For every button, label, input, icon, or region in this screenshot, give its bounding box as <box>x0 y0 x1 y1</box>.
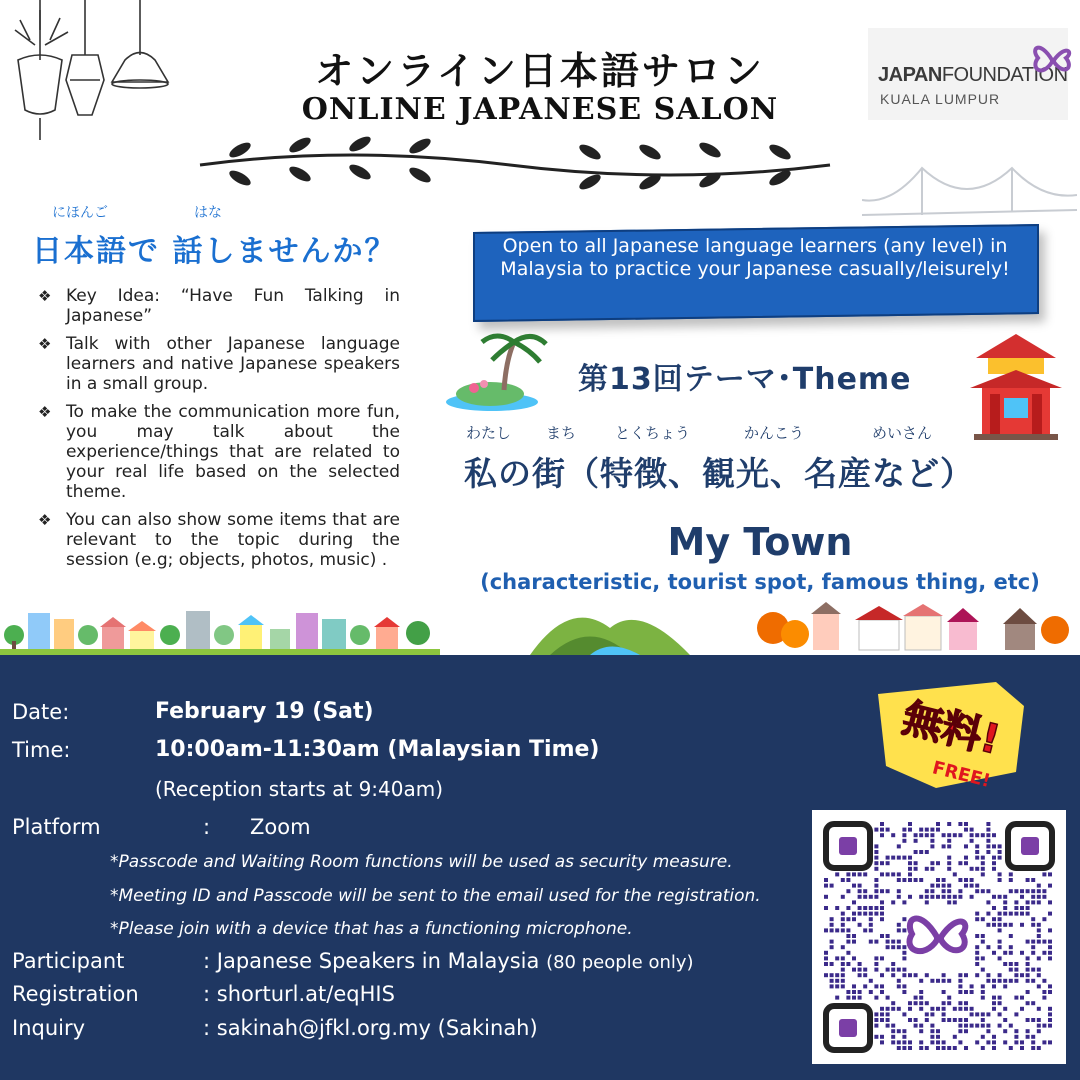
title-japanese: オンライン日本語サロン <box>315 49 765 93</box>
note-microphone: *Please join with a device that has a functioning microphone. <box>110 919 633 939</box>
list-item <box>38 334 400 394</box>
inquiry-email-link[interactable]: : sakinah@jfkl.org.my (Sakinah) <box>203 1016 538 1040</box>
inquiry-label: Inquiry <box>12 1016 86 1040</box>
platform-value: Zoom <box>250 815 311 839</box>
diamond-bullet-icon: ❖ <box>38 403 52 421</box>
key-points-list <box>38 286 400 578</box>
village-illustration <box>755 598 1080 655</box>
hanging-lamps-illustration <box>0 0 180 150</box>
date-label: Date: <box>12 700 70 724</box>
pagoda-illustration <box>968 332 1064 442</box>
butterfly-icon <box>1030 38 1076 82</box>
island-illustration <box>442 330 552 415</box>
diamond-bullet-icon: ❖ <box>38 511 52 529</box>
title-english: ONLINE JAPANESE SALON <box>301 92 779 127</box>
intro-heading: 日本語で 話しませんか？ <box>32 234 397 269</box>
participant-label: Participant <box>12 949 125 973</box>
ruby-watashi: わたし <box>466 424 512 442</box>
free-badge <box>866 676 1036 796</box>
date-value: February 19 (Sat) <box>155 699 374 724</box>
bullet-text: Key Idea: “Have Fun Talking in Japanese” <box>66 286 400 326</box>
free-badge-en: FREE! <box>930 757 993 792</box>
theme-label: 第13回テーマ･Theme <box>578 362 912 397</box>
ruby-tokuchou: とくちょう <box>615 424 691 442</box>
qr-pattern <box>812 810 1066 1064</box>
bridge-illustration <box>862 160 1077 230</box>
theme-title-japanese: 私の街（特徴、観光、名産など） <box>464 454 974 493</box>
participant-text: : Japanese Speakers in Malaysia <box>203 949 540 973</box>
note-security: *Passcode and Waiting Room functions will be used as security measure. <box>110 852 733 872</box>
list-item <box>38 510 400 570</box>
time-label: Time: <box>12 738 71 762</box>
participant-limit: (80 people only) <box>546 952 694 973</box>
registration-link[interactable]: : shorturl.at/eqHIS <box>203 982 395 1006</box>
free-badge-jp: 無料! <box>897 695 1005 764</box>
hills-illustration <box>530 598 690 655</box>
note-meeting-id: *Meeting ID and Passcode will be sent to the email used for the registration. <box>110 886 761 906</box>
platform-label: Platform <box>12 815 101 839</box>
logo-name-bold: JAPAN <box>878 64 942 86</box>
banner-text: Open to all Japanese language learners (any level) in Malaysia to practice your Japanese casually/leisurely! <box>500 235 1010 280</box>
bullet-text: To make the communication more fun, you may talk about the experience/things that are related to your real life based on the selected theme. <box>66 402 400 502</box>
diamond-bullet-icon: ❖ <box>38 335 52 353</box>
list-item <box>38 286 400 326</box>
ruby-meisan: めいさん <box>872 424 933 442</box>
participant-value <box>203 949 694 973</box>
vine-divider-illustration <box>190 130 840 200</box>
bullet-text: You can also show some items that are relevant to the topic during the session (e.g; objects, photos, music) . <box>66 510 400 570</box>
ruby-nihongo: にほんご <box>52 205 108 221</box>
registration-qr-code[interactable] <box>812 810 1066 1064</box>
bullet-text: Talk with other Japanese language learners and native Japanese speakers in a small group. <box>66 334 400 394</box>
diamond-bullet-icon: ❖ <box>38 287 52 305</box>
registration-label: Registration <box>12 982 139 1006</box>
time-value: 10:00am-11:30am (Malaysian Time) <box>155 737 600 762</box>
list-item <box>38 402 400 502</box>
ruby-hana: はな <box>194 205 222 221</box>
theme-subtitle: (characteristic, tourist spot, famous thing, etc) <box>480 570 1040 594</box>
logo-location: KUALA LUMPUR <box>880 91 1001 107</box>
platform-colon: : <box>203 815 211 839</box>
logo-name-rest: FOUNDATION <box>941 64 1068 86</box>
ruby-kankou: かんこう <box>744 424 805 442</box>
reception-note: (Reception starts at 9:40am) <box>155 777 444 801</box>
town-houses-illustration <box>0 605 440 655</box>
theme-title-english: My Town <box>667 520 853 564</box>
ruby-machi: まち <box>546 424 577 442</box>
